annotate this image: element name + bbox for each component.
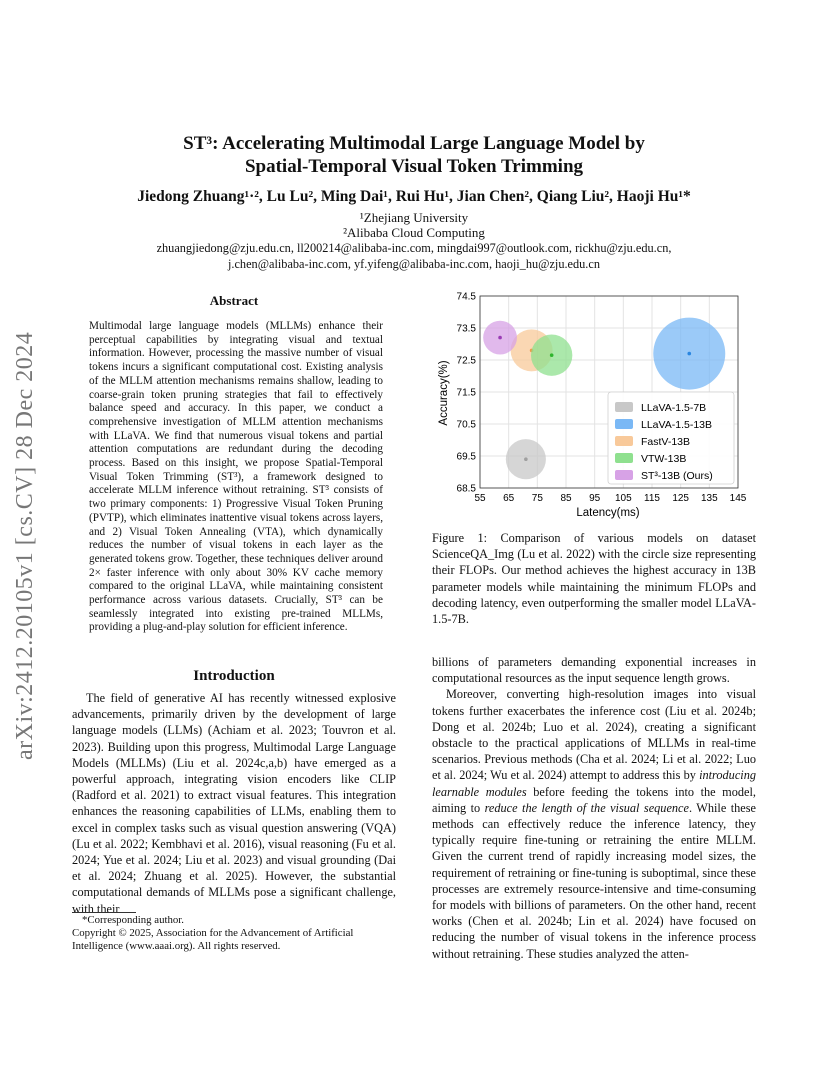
bubble-center-point bbox=[687, 352, 691, 356]
bubble-center-point bbox=[498, 336, 502, 340]
y-tick-label: 73.5 bbox=[456, 323, 476, 335]
title-line-1: ST³: Accelerating Multimodal Large Language Model by bbox=[183, 133, 645, 154]
x-tick-labels bbox=[474, 493, 746, 504]
legend-entry: VTW-13B bbox=[641, 453, 687, 465]
y-tick-label: 71.5 bbox=[456, 387, 476, 399]
legend-swatch bbox=[615, 436, 633, 446]
x-tick-label: 145 bbox=[729, 493, 747, 504]
right-para2-part-c: . While these methods can effectively reduce the inference latency, they typically require fine-tuning or retraining the entire MLLM. Given the current trend of rapidly increasing model sizes, the requirement of retraining or fine-tuning is suboptimal, since these processes are extremely resource-intensive and time-consuming for models with billions of parameters. On the other hand, recent works (Chen et al. 2024b; Lin et al. 2024) have focused on reducing the number of visual tokens in the inference process without retraining. These studies analyzed the atten- bbox=[432, 800, 756, 961]
author-list: Jiedong Zhuang¹·², Lu Lu², Ming Dai¹, Rui Hu¹, Jian Chen², Qiang Liu², Haoji Hu¹* bbox=[137, 188, 691, 205]
x-tick-label: 135 bbox=[700, 493, 718, 504]
abstract-heading: Abstract bbox=[209, 293, 259, 308]
author-emails bbox=[0, 240, 828, 272]
legend-entry: LLaVA-1.5-13B bbox=[641, 419, 713, 431]
legend-swatch bbox=[615, 453, 633, 463]
y-tick-label: 70.5 bbox=[456, 419, 476, 431]
email-line-1: zhuangjiedong@zju.edu.cn, ll200214@alibaba-inc.com, mingdai997@outlook.com, rickhu@zju.edu.cn, bbox=[156, 241, 672, 255]
right-para2-emph-1: introducing learnable modules bbox=[432, 768, 756, 799]
arxiv-stamp: arXiv:2412.20105v1 [cs.CV] 28 Dec 2024 bbox=[12, 331, 38, 760]
right-column-text bbox=[432, 654, 756, 962]
title-line-2: Spatial-Temporal Visual Token Trimming bbox=[244, 156, 584, 177]
right-para2-part-b: before feeding the tokens into the model, aiming to bbox=[432, 784, 756, 815]
footnote-rule bbox=[72, 912, 136, 913]
abstract-text: Multimodal large language models (MLLMs) enhance their perceptual capabilities by integrating visual and textual information. However, processing the massive number of visual tokens incurs a significant computational cost. Existing analysis of the MLLM attention mechanisms remains shallow, leading to coarse-grain token pruning strategies that fail to effectively balance speed and accuracy. In this paper, we conduct a comprehensive investigation of MLLM attention mechanisms with LLaVA. We find that numerous visual tokens and partial attention computations are redundant during the decoding process. Based on this insight, we propose Spatial-Temporal Visual Token Trimming (ST³), a framework designed to accelerate MLLM inference without retraining. ST³ consists of two primary components: 1) Progressive Visual Token Pruning (PVTP), which eliminates inattentive visual tokens across layers, and 2) Visual Token Annealing (VTA), which dynamically reduces the number of visual tokens in each layer as the generated tokens grow. Together, these techniques deliver around 2× faster inference with only about 30% KV cache memory compared to the original LLaVA, while maintaining consistent performance across various datasets. Crucially, ST³ can be seamlessly integrated into existing pre-trained MLLMs, providing a plug-and-play solution for efficient inference. bbox=[89, 320, 383, 634]
affiliation-1: ¹Zhejiang University bbox=[359, 210, 469, 225]
footnote-copyright: Copyright © 2025, Association for the Advancement of Artificial Intelligence (www.aaai.org). All rights reserved. bbox=[72, 927, 354, 953]
x-tick-label: 75 bbox=[531, 493, 543, 504]
y-tick-label: 72.5 bbox=[456, 355, 476, 367]
legend-swatch bbox=[615, 419, 633, 429]
chart-legend bbox=[608, 392, 734, 484]
y-tick-labels bbox=[457, 292, 477, 495]
footnotes bbox=[72, 914, 396, 954]
figure-1-caption: Figure 1: Comparison of various models on dataset ScienceQA_Img (Lu et al. 2022) with the circle size representing their FLOPs. Our method achieves the highest accuracy in 13B parameter models while maintaining the minimum FLOPs and decoding latency, even outperforming the smaller model LLaVA-1.5-7B. bbox=[432, 531, 756, 627]
intro-paragraph: The field of generative AI has recently witnessed explosive advancements, primarily driven by the development of large language models (LLMs) (Achiam et al. 2023; Touvron et al. 2023). Building upon this progress, Multimodal Large Language Models (MLLMs) (Liu et al. 2024c,a,b) have emerged as a powerful approach, integrating vision encoders like CLIP (Radford et al. 2021) to extract visual features. This integration enhances the reasoning capabilities of LLMs, enabling them to excel in complex tasks such as visual question answering (VQA) (Lu et al. 2022; Kembhavi et al. 2016), visual reasoning (Fu et al. 2024; Yue et al. 2024; Liu et al. 2023) and visual grounding (Dai et al. 2024; Zhuang et al. 2025). However, the substantial computational demands of MLLMs pose a significant challenge, with their bbox=[72, 691, 396, 916]
introduction-text bbox=[72, 690, 396, 917]
y-tick-label: 74.5 bbox=[456, 291, 476, 303]
paper-title bbox=[0, 132, 828, 178]
x-tick-label: 115 bbox=[644, 493, 660, 504]
x-tick-label: 65 bbox=[503, 493, 515, 504]
y-axis-label: Accuracy(%) bbox=[438, 360, 450, 426]
x-tick-label: 55 bbox=[474, 493, 486, 504]
right-para2-part-a: Moreover, converting high-resolution images into visual tokens further exacerbates the inference cost (Liu et al. 2024b; Dong et al. 2024b; Luo et al. 2024), creating a significant obstacle to the practical applications of MLLMs in real-time scenarios. Previous methods (Cha et al. 2024; Li et al. 2022; Luo et al. 2024; Wu et al. 2024) attempt to address this by bbox=[432, 687, 756, 783]
x-axis-label: Latency(ms) bbox=[576, 507, 640, 519]
x-tick-label: 105 bbox=[614, 493, 632, 504]
affiliation-2: ²Alibaba Cloud Computing bbox=[343, 225, 485, 240]
email-line-2: j.chen@alibaba-inc.com, yf.yifeng@alibaba-inc.com, haoji_hu@zju.edu.cn bbox=[227, 257, 600, 271]
y-tick-label: 68.5 bbox=[456, 483, 476, 495]
legend-swatch bbox=[615, 402, 633, 412]
legend-entry: LLaVA-1.5-7B bbox=[641, 402, 707, 414]
x-tick-label: 95 bbox=[589, 493, 601, 504]
legend-entry: ST³-13B (Ours) bbox=[641, 470, 713, 482]
x-tick-label: 85 bbox=[560, 493, 572, 504]
right-paragraph-1: billions of parameters demanding exponential increases in computational resources as the input sequence length grows. bbox=[432, 655, 756, 686]
introduction-heading: Introduction bbox=[193, 668, 275, 684]
right-paragraph-2 bbox=[432, 686, 756, 961]
footnote-corresponding: *Corresponding author. bbox=[82, 914, 184, 926]
legend-swatch bbox=[615, 470, 633, 480]
bubble-center-point bbox=[524, 457, 528, 461]
bubble-center-point bbox=[550, 353, 554, 357]
x-tick-label: 125 bbox=[672, 493, 690, 504]
figure-1-chart bbox=[432, 288, 762, 522]
y-tick-label: 69.5 bbox=[456, 451, 476, 463]
right-para2-emph-2: reduce the length of the visual sequence bbox=[484, 800, 689, 815]
legend-entry: FastV-13B bbox=[641, 436, 691, 448]
